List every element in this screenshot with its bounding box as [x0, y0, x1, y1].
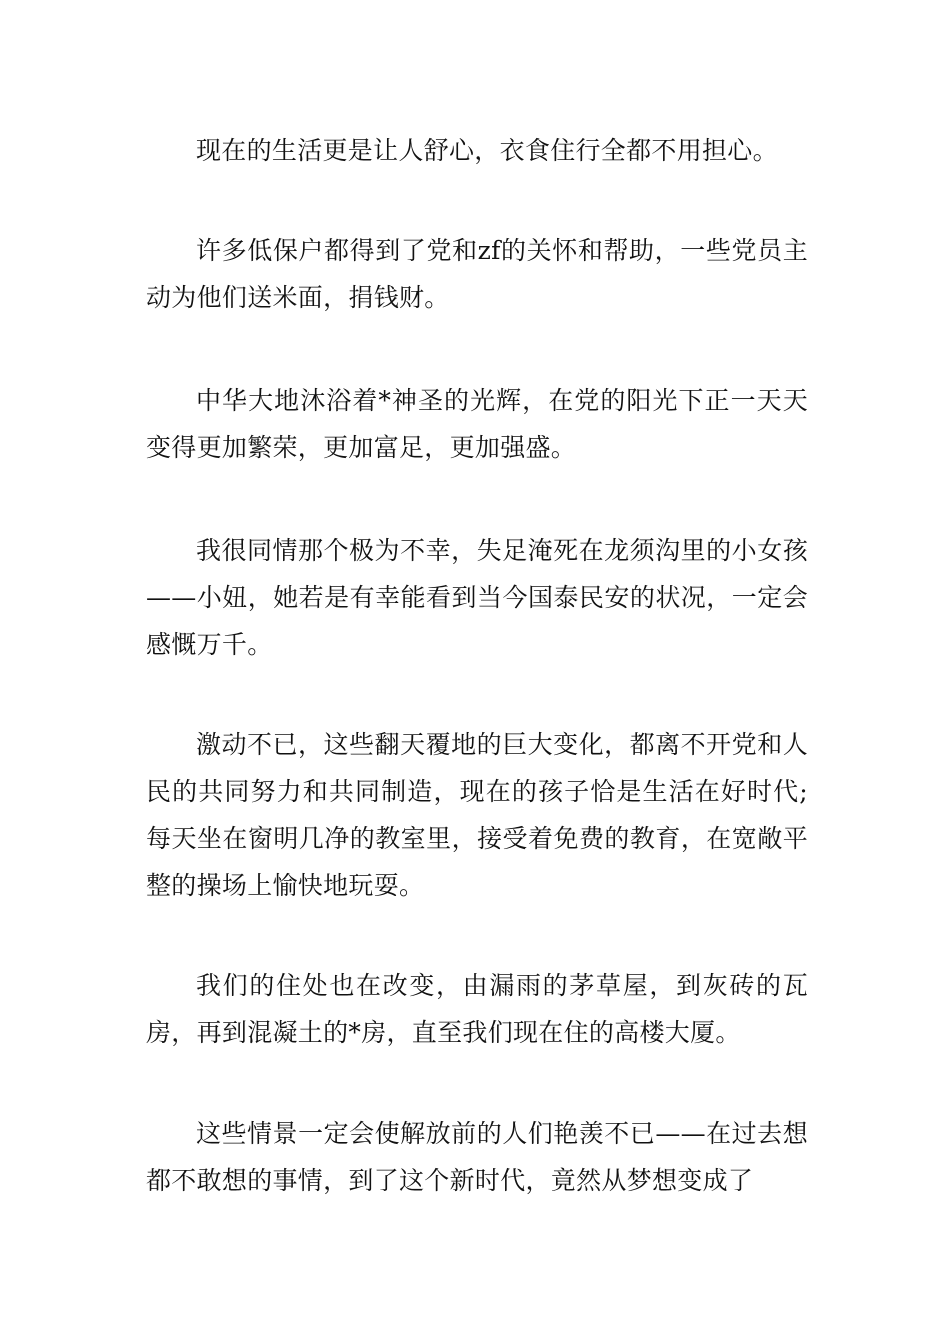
- paragraph-7: 这些情景一定会使解放前的人们艳羡不已——在过去想都不敢想的事情，到了这个新时代，竟然从梦想变成了: [146, 1119, 808, 1195]
- paragraph-6: 我们的住处也在改变，由漏雨的茅草屋，到灰砖的瓦房，再到混凝土的*房，直至我们现在住的高楼大厦。: [146, 971, 808, 1047]
- paragraph-5: 激动不已，这些翻天覆地的巨大变化，都离不开党和人民的共同努力和共同制造，现在的孩子恰是生活在好时代;每天坐在窗明几净的教室里，接受着免费的教育，在宽敞平整的操场上愉快地玩耍。: [146, 730, 808, 900]
- paragraph-2: 许多低保户都得到了党和zf的关怀和帮助，一些党员主动为他们送米面，捐钱财。: [146, 236, 808, 312]
- paragraph-1: 现在的生活更是让人舒心，衣食住行全都不用担心。: [196, 136, 778, 165]
- paragraph-4: 我很同情那个极为不幸，失足淹死在龙须沟里的小女孩——小妞，她若是有幸能看到当今国泰民安的状况，一定会感慨万千。: [146, 536, 808, 659]
- paragraph-3: 中华大地沐浴着*神圣的光辉，在党的阳光下正一天天变得更加繁荣，更加富足，更加强盛。: [146, 386, 808, 462]
